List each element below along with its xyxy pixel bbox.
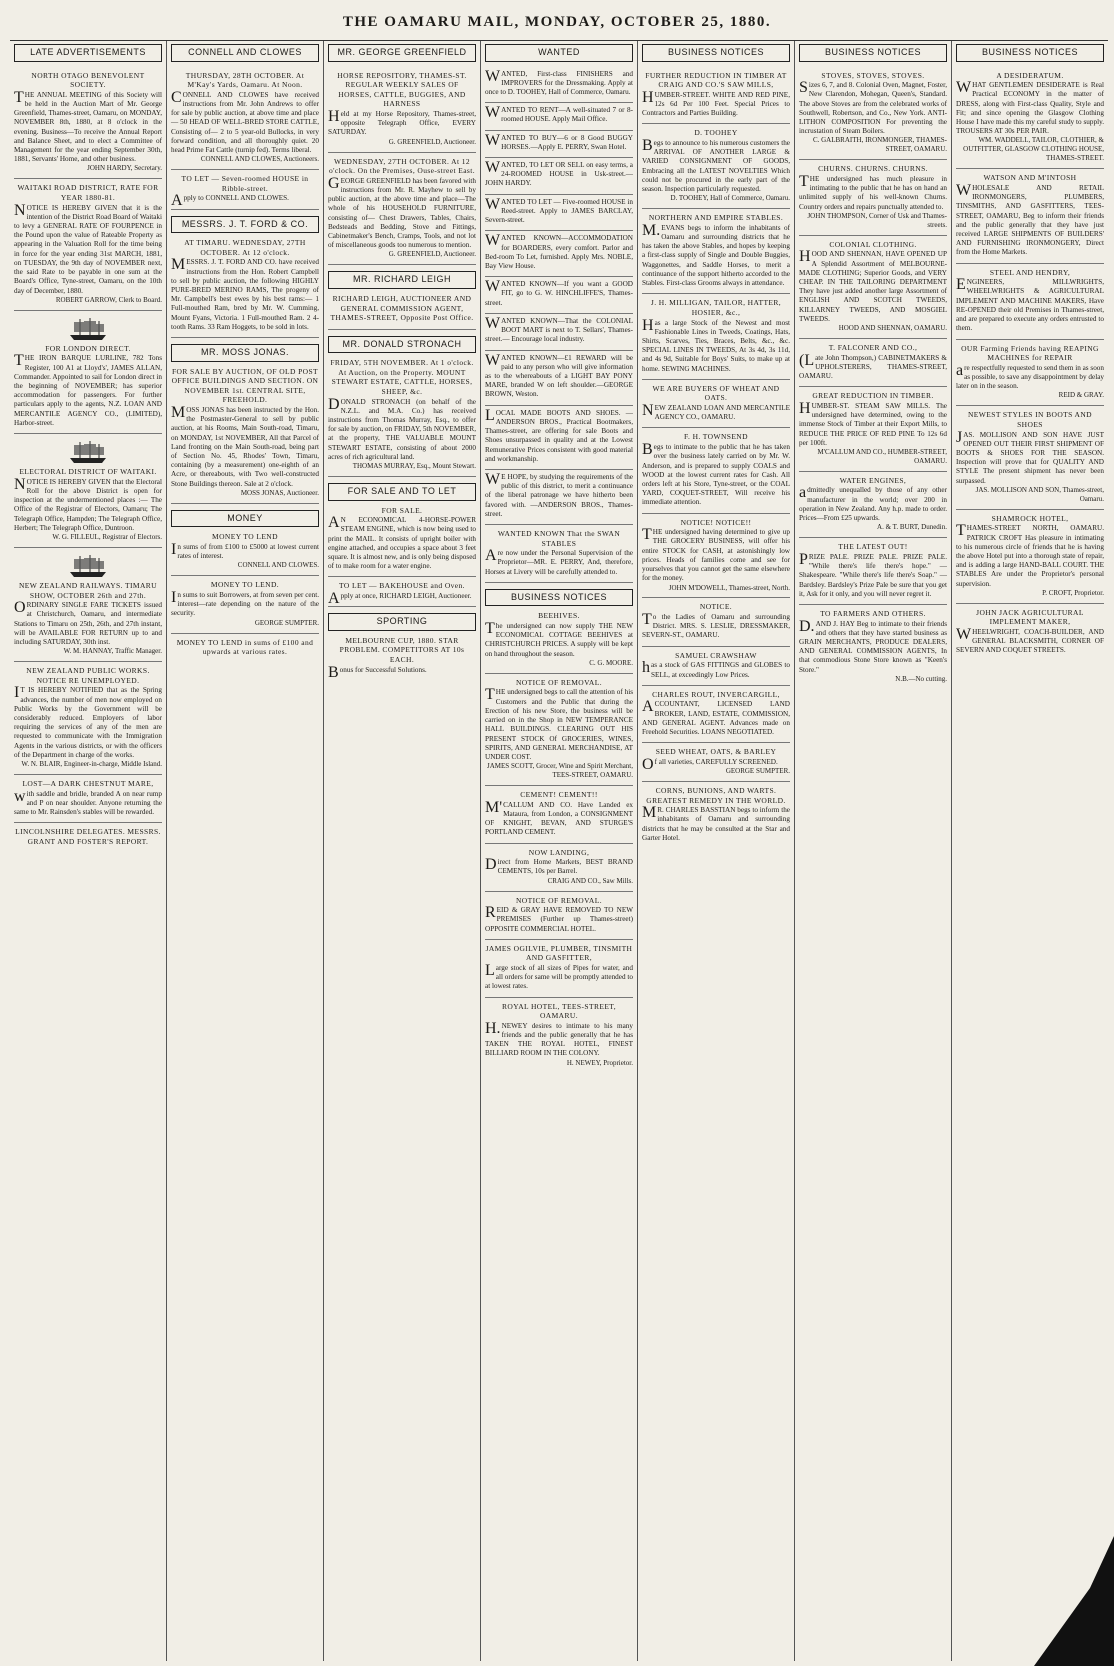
advertisement-title: D. TOOHEY — [694, 128, 738, 138]
advertisement-body: with saddle and bridle, branded A on near rump and P on near shoulder. Anyone returning the same to Mr. Rainsden's stables will be rewarded. — [14, 787, 162, 817]
advertisement-signature: A. & T. BURT, Dunedin. — [877, 523, 947, 532]
advertisement-signature: G. GREENFIELD, Auctioneer. — [388, 137, 476, 146]
advertisement-title: FOR LONDON DIRECT. — [45, 343, 131, 353]
advertisement — [14, 662, 162, 775]
advertisement-title: CORNS, BUNIONS, AND WARTS. GREATEST REMEDY IN THE WORLD. — [646, 785, 786, 805]
advertisement-title: T. FALCONER AND CO., — [828, 343, 918, 352]
advertisement-body: has a stock of GAS FITTINGS and GLOBES to SELL, at exceedingly Low Prices. — [642, 659, 790, 679]
advertisement-title: BEEHIVES. — [538, 611, 580, 621]
advertisement-title: NEW ZEALAND PUBLIC WORKS. NOTICE RE UNEMPLOYED. — [26, 666, 150, 685]
advertisement-body: MOSS JONAS has been instructed by the Hon. the Postmaster-General to sell by public auction, at his Rooms, Main South-road, Timaru, on MONDAY, 1st NOVEMBER, All that Parcel of Land fronting on the Main South-road, being part of Section No. 45, Rhodes' Town, Timaru, containing (by a measurement) one-eighth of an Acre, or thereabouts, with Two well-constructed Stone Buildings thereon. Sale at 2 o'clock. — [171, 403, 319, 488]
advertisement-signature: CONNELL AND CLOWES. — [237, 561, 319, 570]
advertisement — [328, 153, 476, 266]
advertisement — [14, 548, 162, 662]
advertisement-signature: D. TOOHEY, Hall of Commerce, Oamaru. — [670, 194, 790, 203]
advertisement-body: Are now under the Personal Supervision of the Proprietor—MR. E. PERRY, And, therefore, Horses at Livery will be carefully attended to. — [485, 547, 633, 576]
advertisement-signature: JOHN THOMPSON, Corner of Usk and Thames-streets. — [807, 211, 947, 229]
column-7 — [952, 41, 1108, 1661]
advertisement-title: CEMENT! CEMENT!! — [520, 790, 598, 800]
advertisement — [171, 338, 319, 504]
advertisement — [485, 277, 633, 314]
column-heading: LATE ADVERTISEMENTS — [14, 44, 162, 62]
advertisement-body: THE IRON BARQUE LURLINE, 782 Tons Register, 100 A1 at Lloyd's', JAMES ALLAN, Commander. Appointed to sail for London direct in the beginning of NOVEMBER; has superior accommodation for passengers. For further particulars apply to the agents, N.Z. LOAN AND MERCANTILE AGENCY CO., (LIMITED), Harbor-street. — [14, 352, 162, 427]
advertisement-body: IT IS HEREBY NOTIFIED that as the Spring advances, the number of men now employed on Public Works by the Government will be considerably reduced. Employers of labor requiring the services of any of the men are requested to communicate with the Immigration Agents in the various districts, or with the officers of the Department in charge of the works. — [14, 684, 162, 759]
advertisement — [171, 67, 319, 171]
advertisement-signature: H. NEWEY, Proprietor. — [566, 1058, 633, 1067]
advertisement — [642, 686, 790, 743]
advertisement — [642, 67, 790, 125]
advertisement-body: Apply at once, RICHARD LEIGH, Auctioneer. — [328, 590, 472, 608]
advertisement-body: Has a large Stock of the Newest and most Fashionable Lines in Tweeds, Coatings, Hats, Shirts, Scarves, Ties, Braces, Belts, &c., &c. SPECIAL LINES IN TWEEDS, At 3s 4d, 3s 11d, and 4s 9d, Suitable for Boys' Suits, to make up at home. SEWING MACHINES. — [642, 316, 790, 373]
advertisement-signature: CONNELL AND CLOWES, Auctioneers. — [200, 155, 319, 164]
advertisement-signature: JAS. MOLLISON AND SON, Thames-street, Oamaru. — [975, 485, 1104, 503]
advertisement-body: admittedly unequalled by those of any other manufacturer in the world; over 200 in operation in New Zealand. Any h.p. made to order. Prices—From £25 upwards. — [799, 484, 947, 523]
advertisement-title: STEEL AND HENDRY, — [989, 267, 1071, 277]
advertisement-title: CHURNS. CHURNS. CHURNS. — [818, 164, 928, 174]
column-4 — [481, 41, 638, 1661]
advertisement-body: WANTED KNOWN—ACCOMMODATION for BOARDERS, every comfort. Parlor and Bed-room To Let, furnished. Apply Mrs. NOBLE, Bay View House. — [485, 232, 633, 271]
advertisement — [485, 583, 633, 674]
advertisement — [956, 406, 1104, 509]
section-heading: SPORTING — [328, 613, 476, 631]
advertisement-title: ROYAL HOTEL, TEES-STREET, OAMARU. — [501, 1001, 617, 1021]
advertisement-body: ACCOUNTANT, LICENSED LAND BROKER, LAND, ESTATE, COMMISSION, AND GENERAL AGENT. Advances made on Freehold Securities. LOANS NEGOTIATED. — [642, 698, 790, 736]
ship-icon — [14, 553, 162, 579]
advertisement — [642, 647, 790, 686]
advertisement-body: In sums to suit Borrowers, at from seven per cent. interest—rate depending on the nature of the security. — [171, 588, 319, 618]
advertisement-body: WHEELWRIGHT, COACH-BUILDER, AND GENERAL BLACKSMITH, CORNER OF SEVERN AND COQUET STREETS. — [956, 626, 1104, 655]
advertisement — [642, 209, 790, 294]
advertisement-body: HUMBER-STREET. WHITE AND RED PINE, 12s 6d Per 100 Feet. Special Prices to Contractors and Parties Building. — [642, 88, 790, 118]
advertisement-title: THURSDAY, 28TH OCTOBER. At M'Kay's Yards, Oamaru. At Noon. — [185, 70, 305, 90]
advertisement-signature: W. G. FILLEUL, Registrar of Electors. — [52, 532, 162, 541]
advertisement-title: NEWEST STYLES IN BOOTS AND SHOES — [967, 410, 1092, 429]
advertisement — [14, 67, 162, 180]
advertisement-signature: M'CALLUM AND CO., HUMBER-STREET, OAMARU. — [817, 447, 947, 465]
advertisement-signature: W. M. HANNAY, Traffic Manager. — [63, 647, 162, 656]
column-3 — [324, 41, 481, 1661]
advertisement-body: LOCAL MADE BOOTS AND SHOES. —ANDERSON BROS., Practical Bootmakers, Thames-street, are offering for sale Boots and Shoes unsurpassed in quality and at the Lowest Remunerative Prices consistent with good material and workmanship. — [485, 406, 633, 463]
column-1 — [10, 41, 167, 1661]
advertisement — [799, 160, 947, 235]
advertisement-title: STOVES, STOVES, STOVES. — [821, 70, 925, 80]
advertisement-body: To the Ladies of Oamaru and surrounding District. MRS. S. LESLIE, DRESSMAKER, SEVERN-ST., OAMARU. — [642, 611, 790, 640]
advertisement-body: THAMES-STREET NORTH, OAMARU. PATRICK CROFT Has pleasure in intimating to his numerous circle of friends that he is having the above Hotel put into a thorough state of repair, and is adding a large HAND-BALL COURT. THE STABLES Are under the Proprietor's personal supervision. — [956, 522, 1104, 588]
advertisement-title: WATSON AND M'INTOSH — [983, 173, 1077, 183]
advertisement-title: J. H. MILLIGAN, TAILOR, HATTER, HOSIER, &c., — [650, 298, 782, 317]
advertisement — [171, 504, 319, 577]
advertisement — [485, 103, 633, 130]
advertisement-body: WHAT GENTLEMEN DESIDERATE is Real Practical ECONOMY in the matter of DRESS, along with First-class Quality, Style and Fit; and since opening the Glasgow Clothing House I have made this my careful study to supply. TROUSERS AT 30s PER PAIR. — [956, 79, 1104, 136]
advertisement-body: GEORGE GREENFIELD has been favored with instructions from Mr. R. Mayhew to sell by public auction, at the above time and place—The whole of his HOUSEHOLD FURNITURE, consisting of— Chest Drawers, Tables, Chairs, Bedsteads and Bedding, Stove and Fittings, Cabinetmaker's Bench, Cramps, Tools, and not lot of miscellaneous goods too numerous to mention. — [328, 174, 476, 250]
advertisement-body: WE HOPE, by studying the requirements of the public of this district, to merit a continuance of the liberal patronage we have hitherto been favored with. —ANDERSON BROS., Thames-street. — [485, 470, 633, 518]
advertisement-body: THE ANNUAL MEETING of this Society will be held in the Auction Mart of Mr. George Greenfield, Thames-street, Oamaru, on MONDAY, NOVEMBER 8th, 1880, at 8 o'clock in the evening. Business—To receive the Annual Report and Balance Sheet, and to elect a Committee of Management for the year ending September 30th, 1881, Servants' Home, and other business. — [14, 88, 162, 164]
section-heading: MR. MOSS JONAS. — [171, 344, 319, 362]
advertisement — [171, 210, 319, 338]
advertisement-title: NOTICE OF REMOVAL. — [515, 677, 603, 687]
column-heading: BUSINESS NOTICES — [642, 44, 790, 62]
advertisement-body: Of all varieties, CAREFULLY SCREENED. — [642, 755, 778, 773]
advertisement — [485, 786, 633, 843]
advertisement — [14, 179, 162, 310]
column-heading: WANTED — [485, 44, 633, 62]
column-2 — [167, 41, 324, 1661]
advertisement-body: AN ECONOMICAL 4-HORSE-POWER STEAM ENGINE, which is now being used to print the MAIL. It consists of upright boiler with engine attached, and occupies a space about 3 feet square. It is almost new, and is only being disposed of to make room for a water engine. — [328, 514, 476, 571]
advertisement-title: THE LATEST OUT! — [838, 542, 908, 552]
advertisement-signature: GEORGE SUMPTER. — [725, 767, 790, 776]
advertisement-signature: P. CROFT, Proprietor. — [1042, 588, 1104, 597]
advertisement-title: MONEY TO LEND in sums of £100 and upwards at various rates. — [176, 637, 314, 657]
column-6 — [795, 41, 952, 1661]
advertisement-body: Held at my Horse Repository, Thames-street, opposite Telegraph Office, EVERY SATURDAY. — [328, 107, 476, 137]
advertisement-title: WE ARE BUYERS OF WHEAT AND OATS. — [652, 383, 780, 403]
advertisement-body: WANTED, TO LET OR SELL on easy terms, a 24-ROOMED HOUSE in Usk-street.—JOHN HARDY. — [485, 159, 633, 188]
advertisement-title: GREAT REDUCTION IN TIMBER. — [812, 391, 934, 401]
advertisement — [171, 576, 319, 633]
advertisement-body: Apply to CONNELL AND CLOWES. — [171, 192, 289, 210]
column-heading: MR. GEORGE GREENFIELD — [328, 44, 476, 62]
newspaper-title: THE OAMARU MAIL, MONDAY, OCTOBER 25, 1880. — [342, 14, 772, 30]
advertisement — [799, 387, 947, 472]
advertisement-title: NEW ZEALAND RAILWAYS. TIMARU SHOW, OCTOBER 26th and 27th. — [18, 580, 157, 600]
advertisement-body: MESSRS. J. T. FORD AND CO. have received instructions from the Hon. Robert Campbell to sell by public auction, the following HIGHLY PURE-BRED MERINO RAMS, The progeny of Mr. Campbell's best ewes by his best rams:— 1 Full-mouthed Ram, bred by Mr. W. Cumming, Mount Fyans, Victoria. 1 Full-mouthed Ram. 2 4-tooth Rams. 33 Ram Hoggets, to be sold in lots. — [171, 256, 319, 331]
advertisement-body: In sums of from £100 to £5000 at lowest current rates of interest. — [171, 540, 319, 561]
section-heading: MONEY — [171, 510, 319, 528]
advertisement-body: JAS. MOLLISON AND SON HAVE JUST OPENED OUT THEIR FIRST SHIPMENT OF BOOTS & SHOES FOR THE SEASON. Inspection will prove that for QUALITY AND STYLE The present shipment has never been surpassed. — [956, 428, 1104, 485]
advertisement-title: HORSE REPOSITORY, THAMES-ST. REGULAR WEEKLY SALES OF HORSES, CATTLE, BUGGIES, AND HARNESS — [337, 70, 467, 109]
advertisement-body: (Late John Thompson,) CABINETMAKERS & UPHOLSTERERS, THAMES-STREET, OAMARU. — [799, 351, 947, 381]
advertisement-signature: WM. WADDELL, TAILOR, CLOTHIER, & OUTFITTER, GLASGOW CLOTHING HOUSE, THAMES-STREET. — [963, 136, 1104, 163]
advertisement-title: TO LET — Seven-roomed HOUSE in Ribble-street. — [181, 174, 309, 193]
column-heading: CONNELL AND CLOWES — [171, 44, 319, 62]
advertisement-body: CONNELL AND CLOWES have received instructions from Mr. John Andrews to offer for sale by public auction, at above time and place— 50 HEAD OF WELL-BRED STORE CATTLE, Consisting of— 2 to 5 year-old Bullocks, in very forward condition, and all thoroughly quiet. 20 head Prime Fat Cattle (turnip fed). Terms liberal. — [171, 88, 319, 155]
advertisement — [956, 340, 1104, 407]
advertisement — [485, 231, 633, 277]
advertisement-signature: MOSS JONAS, Auctioneer. — [240, 488, 319, 497]
advertisement-body: are respectfully requested to send them in as soon as possible, to save any disappointment by delay later on in the season. — [956, 361, 1104, 391]
advertisement-body: WANTED, First-class FINISHERS and IMPROVERS for the Dressmaking. Apply at once to D. TOOHEY, Hall of Commerce, Oamaru. — [485, 67, 633, 96]
advertisement-title: NORTH OTAGO BENEVOLENT SOCIETY. — [31, 70, 145, 90]
advertisement-title: JOHN JACK AGRICULTURAL IMPLEMENT MAKER, — [976, 607, 1084, 627]
advertisement — [642, 782, 790, 848]
section-heading: BUSINESS NOTICES — [485, 589, 633, 607]
advertisement — [642, 743, 790, 782]
advertisement-body: H.NEWEY desires to intimate to his many friends and the public generally that he has TAKEN THE ROYAL HOTEL, FINEST BILLIARD ROOM IN THE COLONY. — [485, 1019, 633, 1058]
advertisement — [799, 67, 947, 161]
advertisement-title: MELBOURNE CUP, 1880. STAR PROBLEM. COMPETITORS AT 10s EACH. — [339, 635, 465, 664]
advertisement — [956, 169, 1104, 263]
advertisement-signature: GEORGE SUMPTER. — [254, 618, 319, 627]
advertisement — [485, 470, 633, 525]
advertisement — [485, 892, 633, 940]
advertisement — [485, 131, 633, 158]
advertisement-title: COLONIAL CLOTHING. — [829, 239, 917, 249]
section-heading: MR. RICHARD LEIGH — [328, 271, 476, 289]
advertisement-title: NOTICE OF REMOVAL. — [515, 895, 603, 905]
advertisement — [956, 510, 1104, 604]
advertisement — [642, 124, 790, 209]
column-heading: BUSINESS NOTICES — [956, 44, 1104, 62]
advertisement-title: RICHARD LEIGH, AUCTIONEER AND GENERAL COMMISSION AGENT, THAMES-STREET, Opposite Post Office. — [330, 293, 474, 323]
advertisement-title: AT TIMARU. WEDNESDAY, 27TH OCTOBER. At 12 o'clock. — [184, 238, 306, 257]
advertisement-title: OUR Farming Friends having REAPING MACHINES for REPAIR — [961, 343, 1099, 363]
advertisement-body: NOTICE IS HEREBY GIVEN that the Electoral Roll for the above District is open for inspection at the undermentioned places :— The Office of the Registrar of Electors, Oamaru; The Telegraph Office, Hampden; The Telegraph Office, Herbert; The Telegraph Office, Duntroon. — [14, 475, 162, 532]
masthead — [0, 0, 1114, 38]
advertisement-signature: THOMAS MURRAY, Esq., Mount Stewart. — [352, 462, 476, 471]
advertisement-signature: C. G. MOORE. — [589, 658, 633, 667]
advertisement — [485, 195, 633, 232]
advertisement-body: M.EVANS begs to inform the inhabitants of Oamaru and surrounding districts that he has taken the above Stables, and hopes by keeping a first-class supply of Single and Double Buggies, Waggonettes, and Saddle Horses, to merit a continuance of the support hitherto accorded to the Stables. First-class Grooms always in attendance. — [642, 221, 790, 288]
advertisement-body: Large stock of all sizes of Pipes for water, and all orders for same will be promptly attended to at lowest rates. — [485, 961, 633, 991]
advertisement-title: NOTICE! NOTICE!! — [680, 517, 752, 527]
advertisement — [14, 311, 162, 434]
advertisement — [485, 844, 633, 892]
advertisement-body: Begs to intimate to the public that he has taken over the business lately carried on by Mr. W. Anderson, and is prepared to supply COALS and WOOD at the lowest current rates for Cash. All orders left at his Store, Tyne-street, or the COAL YARD, COQUET-STREET, Will receive his immediate attention. — [642, 441, 790, 507]
advertisement-body: ENGINEERS, MILLWRIGHTS, WHEELWRIGHTS & AGRICULTURAL IMPLEMENT AND MACHINE MAKERS, Have RE-OPENED their old Premises in Thames-street, and are prepared to execute any orders entrusted to them. — [956, 276, 1104, 333]
advertisement-signature: W. N. BLAIR, Engineer-in-charge, Middle Island. — [21, 760, 162, 769]
advertisement-signature: JOHN HARDY, Secretary. — [87, 164, 162, 173]
advertisement-body: WANTED TO BUY—6 or 8 Good BUGGY HORSES.—Apply E. PERRY, Swan Hotel. — [485, 131, 633, 151]
advertisement-title: JAMES OGILVIE, PLUMBER, TINSMITH AND GASFITTER, — [485, 943, 633, 963]
advertisement — [328, 577, 476, 607]
advertisement-title: NOW LANDING, — [528, 847, 590, 857]
advertisement-title: MONEY TO LEND — [212, 532, 278, 542]
advertisement — [956, 604, 1104, 661]
advertisement-title: SAMUEL CRAWSHAW — [675, 650, 757, 660]
advertisement-title: FOR SALE BY AUCTION, OF OLD POST OFFICE BUILDINGS AND SECTION. ON NOVEMBER 1st. CENTRAL SITE, FREEHOLD. — [171, 366, 319, 405]
advertisement-body: Sizes 6, 7, and 8. Colonial Oven, Magnet, Foster, New Clarendon, Mohegan, Queen's, Standard. The above Stoves are from the celebrated works of Southwell, Robertson, and Co., New York. ANTI-LITHON COMPOSITION For preventing the incrustation of Steam Boilers. — [799, 79, 947, 136]
advertisement — [485, 525, 633, 583]
advertisement — [14, 434, 162, 548]
advertisement-body: D.AND J. HAY Beg to intimate to their friends and others that they have started business as GRAIN MERCHANTS, PRODUCE DEALERS, AND GENERAL COMMISSION AGENTS, In that commodious Stone Store known as "Keen's Store." — [799, 617, 947, 674]
advertisement-body: WANTED KNOWN—£1 REWARD will be paid to any person who will give information as to the whereabouts of a LIGHT BAY PONY MARE, branded W on left shoulder.—GEORGE BROWN, Weston. — [485, 351, 633, 399]
advertisement-body: Begs to announce to his numerous customers the ARRIVAL OF ANOTHER LARGE & VARIED CONSIGNMENT OF GOODS, Embracing all the LATEST NOVELTIES Which could not be procured in the early part of the season. Inspection particularly requested. — [642, 136, 790, 194]
advertisement — [799, 538, 947, 605]
advertisement-title: F. H. TOWNSEND — [684, 432, 748, 442]
advertisement — [485, 998, 633, 1073]
advertisement-signature: C. GALBRAITH, IRONMONGER, THAMES-STREET, OAMARU. — [812, 136, 947, 154]
advertisement — [799, 605, 947, 689]
advertisement-body: WHOLESALE AND RETAIL IRONMONGERS, PLUMBERS, TINSMITHS, AND GASFITTERS, TEES-STREET, OAMARU, Beg to inform their friends and the public generally that they have just received LARGE SHIPMENTS OF BUILDERS' AND FURNISHING IRONMONGERY, Direct from the Home Markets. — [956, 181, 1104, 257]
newspaper-page — [10, 40, 1108, 1660]
advertisement-signature: ROBERT GARROW, Clerk to Board. — [55, 295, 162, 304]
advertisement — [642, 380, 790, 429]
advertisement — [642, 294, 790, 380]
advertisement-title: NORTHERN AND EMPIRE STABLES. — [648, 213, 784, 223]
advertisement-signature: N.B.—No cutting. — [895, 674, 947, 683]
advertisement — [328, 67, 476, 153]
advertisement — [956, 264, 1104, 340]
advertisement-body: REID & GRAY HAVE REMOVED TO NEW PREMISES (Further up Thames-street) OPPOSITE COMMERCIAL HOTEL. — [485, 904, 633, 933]
advertisement-body: MR. CHARLES BASSTIAN begs to inform the inhabitants of Oamaru and surrounding districts that he may be consulted at the Star and Garter Hotel. — [642, 804, 790, 842]
advertisement — [171, 170, 319, 209]
ship-icon — [14, 439, 162, 465]
advertisement-body: M'CALLUM AND CO. Have Landed ex Mataura, from London, a CONSIGNMENT OF KNIGHT, BEVAN, AND STURGE'S PORTLAND CEMENT. — [485, 798, 633, 837]
advertisement-signature: JAMES SCOTT, Grocer, Wine and Spirit Merchant, TEES-STREET, OAMARU. — [487, 762, 633, 780]
advertisement-body: WANTED TO LET — Five-roomed HOUSE in Reed-street. Apply to JAMES BARCLAY, Severn-street. — [485, 195, 633, 225]
advertisement — [485, 314, 633, 351]
advertisement-body: The undersigned can now supply THE NEW ECONOMICAL COTTAGE BEEHIVES at CHRISTCHURCH PRICES. A supply will be kept on hand throughout the season. — [485, 620, 633, 658]
ship-icon — [14, 316, 162, 342]
advertisement — [956, 67, 1104, 170]
advertisement-title: MONEY TO LEND. — [210, 580, 280, 590]
column-heading: BUSINESS NOTICES — [799, 44, 947, 62]
advertisement — [485, 674, 633, 786]
advertisement-body: NOTICE IS HEREBY GIVEN that it is the intention of the District Road Board of Waitaki to levy a GENERAL RATE OF FOURPENCE in the Pound upon the value of Rateable Property as appearing in the Valuation Roll for the time being in force for the year ending 31st MARCH, 1881, on TUESDAY, the 9th day of NOVEMBER next, the said Rate to be payable in one sum at the Board's Office, Tyne-street, Oamaru, on the 10th day of December, 1880. — [14, 201, 162, 295]
advertisement-title: FURTHER REDUCTION IN TIMBER AT CRAIG AND CO.'S SAW MILLS, — [645, 70, 787, 90]
advertisement-title: FRIDAY, 5TH NOVEMBER. At 1 o'clock. At Auction, on the Property. MOUNT STEWART ESTATE, CATTLE, HORSES, SHEEP, &c. — [330, 358, 474, 396]
advertisement-title: SHAMROCK HOTEL, — [991, 513, 1069, 523]
advertisement-body: HUMBER-ST. STEAM SAW MILLS. The undersigned have determined, owing to the immense Stock of Timber at their Export Mills, to REDUCE THE PRICE OF RED PINE To 12s 6d per 100ft. — [799, 399, 947, 447]
advertisement-title: ELECTORAL DISTRICT OF WAITAKI. — [19, 467, 157, 477]
advertisement — [485, 67, 633, 104]
advertisement-title: LOST—A DARK CHESTNUT MARE, — [22, 779, 154, 789]
advertisement-title: CHARLES ROUT, INVERCARGILL, — [652, 689, 780, 699]
advertisement-signature: REID & GRAY. — [1058, 391, 1104, 400]
advertisement-signature: JOHN M'DOWELL, Thames-street, North. — [668, 583, 790, 592]
advertisement-body: PRIZE PALE. PRIZE PALE. PRIZE PALE. "While there's life there's hope." —Shakespeare. "While there's life there's Soap." —Bardsley. Bardsley's Prize Pale be sure that you get it, Ask for it only, and you will never regret it. — [799, 550, 947, 598]
column-5 — [638, 41, 795, 1661]
advertisement — [799, 236, 947, 339]
advertisement-body: Bonus for Successful Solutions. — [328, 663, 427, 681]
advertisement-title: A DESIDERATUM. — [996, 70, 1064, 80]
advertisement-body: ORDINARY SINGLE FARE TICKETS issued at Christchurch, Oamaru, and intermediate Stations to Timaru on 25th, 26th, and 27th instant, will be AVAILABLE FOR RETURN up to and including SATURDAY, 30th inst. — [14, 599, 162, 646]
advertisement — [642, 428, 790, 513]
advertisement-title: TO LET — BAKEHOUSE and Oven. — [339, 581, 465, 591]
advertisement-body: Direct from Home Markets, BEST BRAND CEMENTS, 10s per Barrel. — [485, 856, 633, 876]
advertisement-body: DONALD STRONACH (on behalf of the N.Z.L. and M.A. Co.) has received instructions from Thomas Murray, Esq., to offer for sale by auction, on FRIDAY, 5th NOVEMBER, at the property, THE VALUABLE MOUNT STEWART ESTATE, consisting of about 2000 acres of rich agricultural land. — [328, 395, 476, 461]
advertisement-signature: CRAIG AND CO., Saw Mills. — [547, 876, 633, 885]
advertisement-signature: HOOD AND SHENNAN, OAMARU. — [838, 324, 947, 333]
advertisement-body: THE undersigned having determined to give up THE GROCERY BUSINESS, will offer his entire STOCK for CASH, at astonishingly low prices. Heads of families come and see for yourselves that you cannot get the same elsewhere for the money. — [642, 526, 790, 583]
advertisement — [171, 634, 319, 663]
advertisement-title: WEDNESDAY, 27TH OCTOBER. At 12 o'clock. On the Premises, Ouse-street East. — [328, 156, 476, 176]
advertisement-title: WAITAKI ROAD DISTRICT, RATE FOR YEAR 1880-81. — [17, 183, 159, 202]
advertisement — [799, 472, 947, 538]
advertisement-body: THE undersigned has much pleasure in intimating to the public that he has on hand an unlimited supply of his well-known Churns. Country orders and repairs punctually attended to. — [799, 172, 947, 211]
advertisement — [328, 607, 476, 680]
section-heading: MESSRS. J. T. FORD & CO. — [171, 216, 319, 234]
advertisement-title: WATER ENGINES, — [839, 475, 907, 485]
advertisement — [328, 477, 476, 577]
advertisement-title: NOTICE. — [699, 602, 733, 612]
advertisement-title: LINCOLNSHIRE DELEGATES. MESSRS. GRANT AND FOSTER'S REPORT. — [15, 827, 161, 846]
advertisement — [328, 330, 476, 477]
advertisement-body: WANTED KNOWN—That the COLONIAL BOOT MART is next to T. Sellars', Thames-street.— Encourage local industry. — [485, 314, 633, 344]
advertisement-title: WANTED KNOWN That the SWAN STABLES — [497, 529, 621, 548]
advertisement-signature: G. GREENFIELD, Auctioneer. — [388, 250, 476, 259]
advertisement — [485, 940, 633, 998]
advertisement-title: FOR SALE. — [381, 505, 423, 515]
advertisement-body: HOOD AND SHENNAN, HAVE OPENED UP A Splendid Assortment of MELBOURNE-MADE CLOTHING; Superior Goods, and VERY CHEAP. IN THE TAILORING DEPARTMENT They have just added another large Assortment of ENGLISH AND SCOTCH TWEEDS, KILLARNEY TWEEDS, AND MOSGIEL TWEEDS. — [799, 248, 947, 323]
section-heading: MR. DONALD STRONACH — [328, 336, 476, 354]
advertisement-body: WANTED KNOWN—If you want a GOOD FIT, go to G. W. HINCHLIFFE'S, Thames-street. — [485, 278, 633, 307]
section-heading: FOR SALE AND TO LET — [328, 483, 476, 501]
advertisement — [485, 406, 633, 470]
advertisement — [642, 514, 790, 599]
advertisement-body: THE undersigned begs to call the attention of his Customers and the Public that during the Erection of his new Store, the business will be carried on in the Shop in NEW TEMPERANCE HALL BUILDINGS. CLEARING OUT HIS PRESENT STOCK Of GROCERIES, WINES, SPIRITS, AND GENERAL MERCHANDISE, AT UNDER COST. — [485, 686, 633, 761]
advertisement-body: WANTED TO RENT—A well-situated 7 or 8-roomed HOUSE. Apply Mail Office. — [485, 104, 633, 124]
advertisement-title: SEED WHEAT, OATS, & BARLEY — [655, 747, 777, 757]
advertisement — [642, 598, 790, 646]
advertisement — [14, 775, 162, 823]
advertisement — [14, 823, 162, 852]
advertisement-title: TO FARMERS AND OTHERS. — [820, 608, 926, 618]
advertisement — [485, 158, 633, 195]
advertisement — [799, 339, 947, 387]
advertisement-body: NEW ZEALAND LOAN AND MERCANTILE AGENCY CO., OAMARU. — [642, 402, 790, 422]
advertisement — [485, 351, 633, 406]
advertisement — [328, 265, 476, 329]
